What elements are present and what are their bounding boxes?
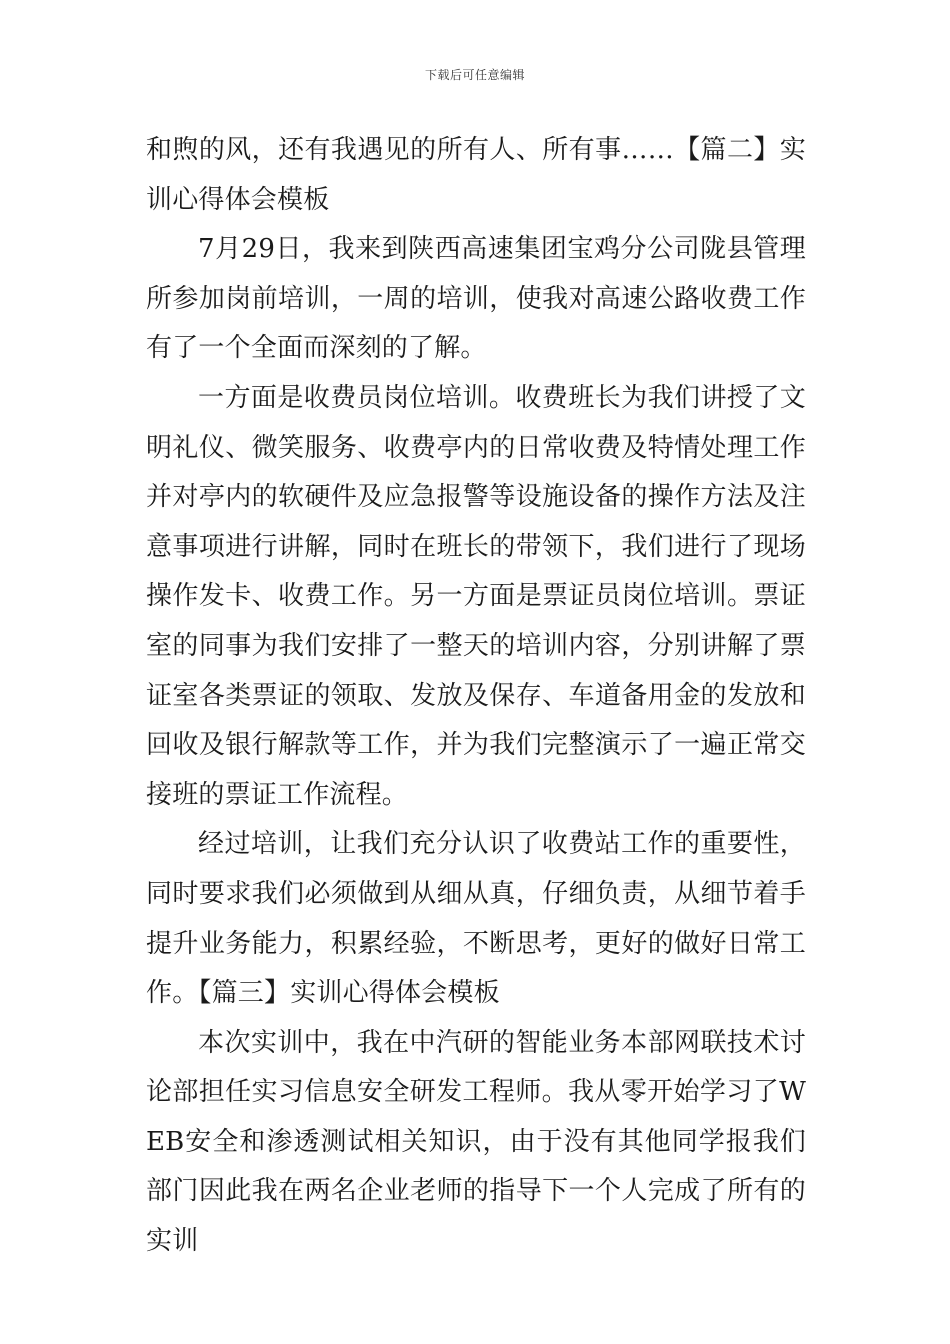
paragraph-4: 经过培训，让我们充分认识了收费站工作的重要性，同时要求我们必须做到从细从真，仔细负责，从细节着手提升业务能力，积累经验，不断思考，更好的做好日常工作。【篇三】实训心得体会模板 bbox=[146, 829, 806, 1009]
paragraph-2: 7月29日，我来到陕西高速集团宝鸡分公司陇县管理所参加岗前培训，一周的培训，使我对高速公路收费工作有了一个全面而深刻的了解。 bbox=[146, 234, 806, 364]
paragraph-1: 和煦的风，还有我遇见的所有人、所有事……【篇二】实训心得体会模板 bbox=[146, 135, 806, 215]
page-header: 下载后可任意编辑 bbox=[424, 68, 525, 82]
paragraph-5: 本次实训中，我在中汽研的智能业务本部网联技术讨论部担任实习信息安全研发工程师。我从零开始学习了WEB安全和渗透测试相关知识，由于没有其他同学报我们部门因此我在两名企业老师的指导下一个人完成了所有的实训 bbox=[146, 1027, 806, 1257]
document-body bbox=[146, 126, 806, 1267]
paragraph-3: 一方面是收费员岗位培训。收费班长为我们讲授了文明礼仪、微笑服务、收费亭内的日常收费及特情处理工作并对亭内的软硬件及应急报警等设施设备的操作方法及注意事项进行讲解，同时在班长的带领下，我们进行了现场操作发卡、收费工作。另一方面是票证员岗位培训。票证室的同事为我们安排了一整天的培训内容，分别讲解了票证室各类票证的领取、发放及保存、车道备用金的发放和回收及银行解款等工作，并为我们完整演示了一遍正常交接班的票证工作流程。 bbox=[146, 382, 806, 810]
